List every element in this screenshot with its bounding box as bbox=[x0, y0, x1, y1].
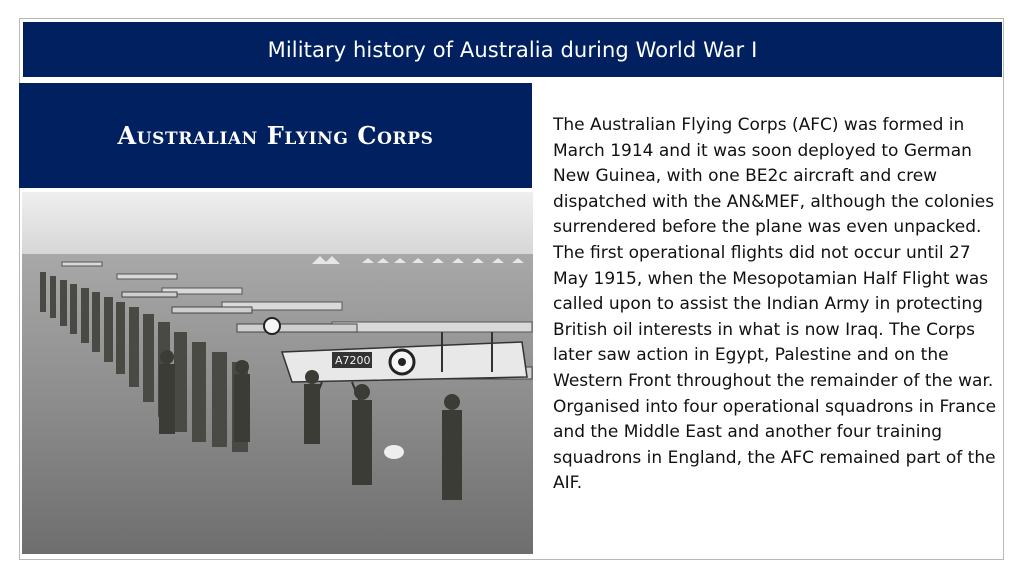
header-bar bbox=[23, 22, 1002, 77]
slide-header-title: Military history of Australia during World War I bbox=[267, 37, 758, 62]
body-paragraph: The Australian Flying Corps (AFC) was formed in March 1914 and it was soon deployed to German New Guinea, with one BE2c aircraft and crew dispatched with the AN&MEF, although the colonies surrendered before the plane was even unpacked. The first operational flights did not occur until 27 May 1915, when the Mesopotamian Half Flight was called upon to assist the Indian Army in protecting British oil interests in what is now Iraq. The Corps later saw action in Egypt, Palestine and on the Western Front throughout the remainder of the war. Organised into four operational squadrons in France and the Middle East and another four training squadrons in England, the AFC remained part of the AIF. bbox=[553, 115, 997, 494]
dog bbox=[384, 445, 404, 459]
section-title-box bbox=[19, 83, 532, 188]
aircraft-marking: A7200 bbox=[335, 354, 371, 367]
body-text bbox=[553, 113, 998, 497]
photo-illustration bbox=[22, 192, 533, 554]
historical-photo bbox=[22, 192, 533, 554]
section-title: Australian Flying Corps bbox=[117, 121, 434, 150]
sky bbox=[22, 192, 533, 262]
